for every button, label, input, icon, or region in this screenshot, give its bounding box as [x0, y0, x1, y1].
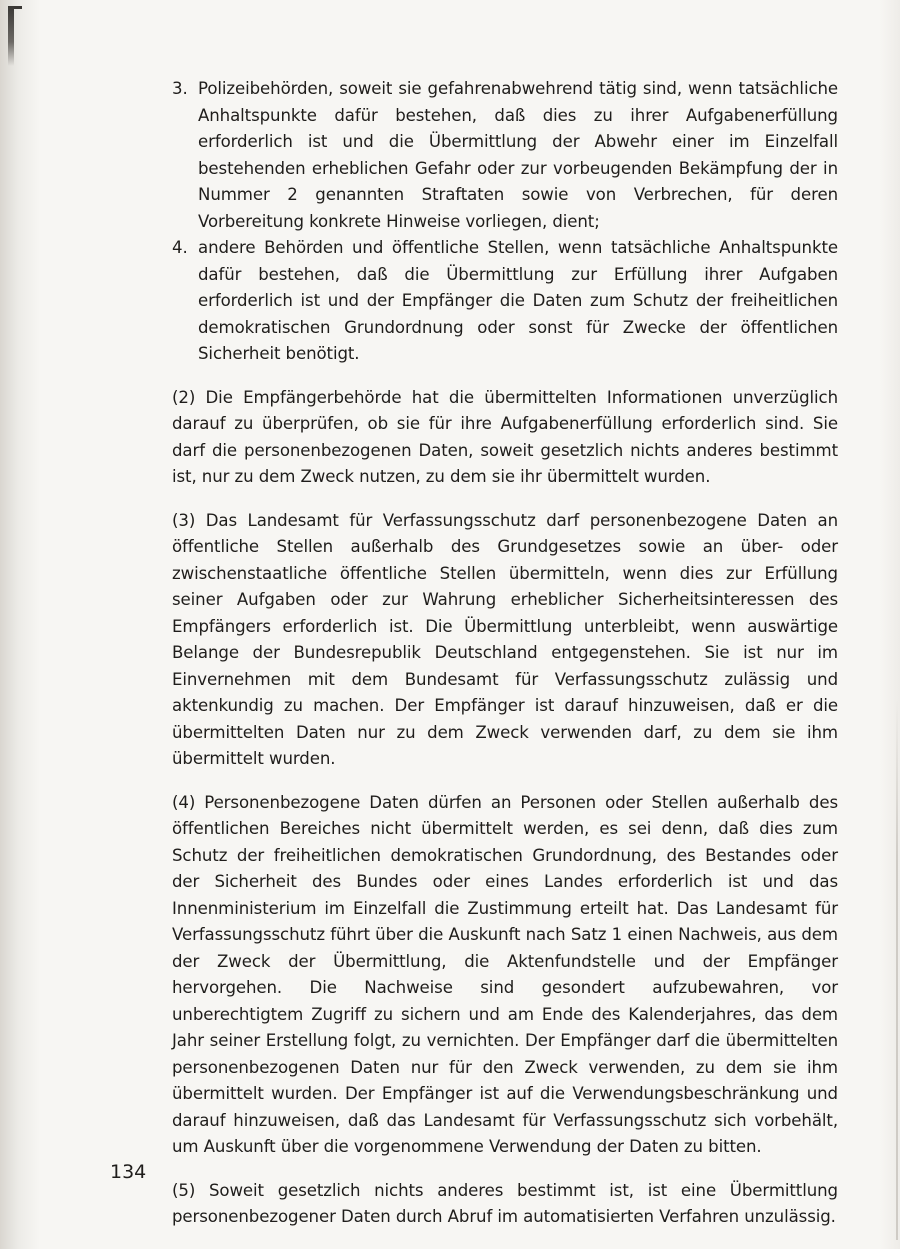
paragraph-2: (2) Die Empfängerbehörde hat die übermittelten Informationen unverzüglich darauf zu überprüfen, ob sie für ihre Aufgabenerfüllung erforderlich sind. Sie darf die personenbezogenen Daten, soweit gesetzlich nichts anderes bestimmt ist, nur zu dem Zweck nutzen, zu dem sie ihr übermittelt wurden. — [172, 387, 838, 486]
list-item-text: Polizeibehörden, soweit sie gefahrenabwehrend tätig sind, wenn tatsächliche Anhaltspunkte dafür bestehen, daß dies zu ihrer Aufgabenerfüllung erforderlich ist und die Übermittlung der Abwehr einer im Einzelfall bestehenden erheblichen Gefahr oder zur vorbeugenden Bekämpfung der in Nummer 2 genannten Straftaten sowie von Verbrechen, für deren Vorbereitung konkrete Hinweise vorliegen, dient; — [198, 79, 838, 231]
list-item-text: andere Behörden und öffentliche Stellen, wenn tatsächliche Anhaltspunkte dafür bestehen, daß die Übermittlung zur Erfüllung ihrer Aufgaben erforderlich ist und der Empfänger die Daten zum Schutz der freiheitlichen demokratischen Grundordnung oder sonst für Zwecke der öffentlichen Sicherheit benötigt. — [198, 238, 838, 363]
page-number: 134 — [110, 1161, 147, 1183]
paragraph-4: (4) Personenbezogene Daten dürfen an Personen oder Stellen außerhalb des öffentlichen Bereiches nicht übermittelt werden, es sei denn, daß dies zum Schutz der freiheitlichen demokratischen Grundordnung, des Bestandes oder der Sicherheit des Bundes oder eines Landes erforderlich ist und das Innenministerium im Einzelfall die Zustimmung erteilt hat. Das Landesamt für Verfassungsschutz führt über die Auskunft nach Satz 1 einen Nachweis, aus dem der Zweck der Übermittlung, die Aktenfundstelle und der Empfänger hervorgehen. Die Nachweise sind gesondert aufzubewahren, vor unberechtigtem Zugriff zu sichern und am Ende des Kalenderjahres, das dem Jahr seiner Erstellung folgt, zu vernichten. Der Empfänger darf die übermittelten personenbezogenen Daten nur für den Zweck verwenden, zu dem sie ihm übermittelt wurden. Der Empfänger ist auf die Verwendungsbeschränkung und darauf hinzuweisen, daß das Landesamt für Verfassungsschutz sich vorbehält, um Auskunft über die vorgenommene Verwendung der Daten zu bitten. — [172, 792, 838, 1156]
binding-mark — [8, 6, 14, 66]
page-edge-shadow — [896, 700, 898, 1240]
document-body — [172, 76, 838, 1231]
list-item-number: 3. — [172, 79, 188, 98]
list-item-4 — [172, 235, 838, 368]
paragraph-3: (3) Das Landesamt für Verfassungsschutz darf personenbezogene Daten an öffentliche Stellen außerhalb des Grundgesetzes sowie an über- oder zwischenstaatliche öffentliche Stellen übermitteln, wenn dies zur Erfüllung seiner Aufgaben oder zur Wahrung erheblicher Sicherheitsinteressen des Empfängers erforderlich ist. Die Übermittlung unterbleibt, wenn auswärtige Belange der Bundesrepublik Deutschland entgegenstehen. Sie ist nur im Einvernehmen mit dem Bundesamt für Verfassungsschutz zulässig und aktenkundig zu machen. Der Empfänger ist darauf hinzuweisen, daß er die übermittelten Daten nur zu dem Zweck verwenden darf, zu dem sie ihm übermittelt wurden. — [172, 510, 838, 768]
list-item-number: 4. — [172, 238, 188, 257]
list-item-3 — [172, 76, 838, 235]
paragraph-5: (5) Soweit gesetzlich nichts anderes bestimmt ist, ist eine Übermittlung personenbezogener Daten durch Abruf im automatisierten Verfahren unzulässig. — [172, 1180, 838, 1226]
